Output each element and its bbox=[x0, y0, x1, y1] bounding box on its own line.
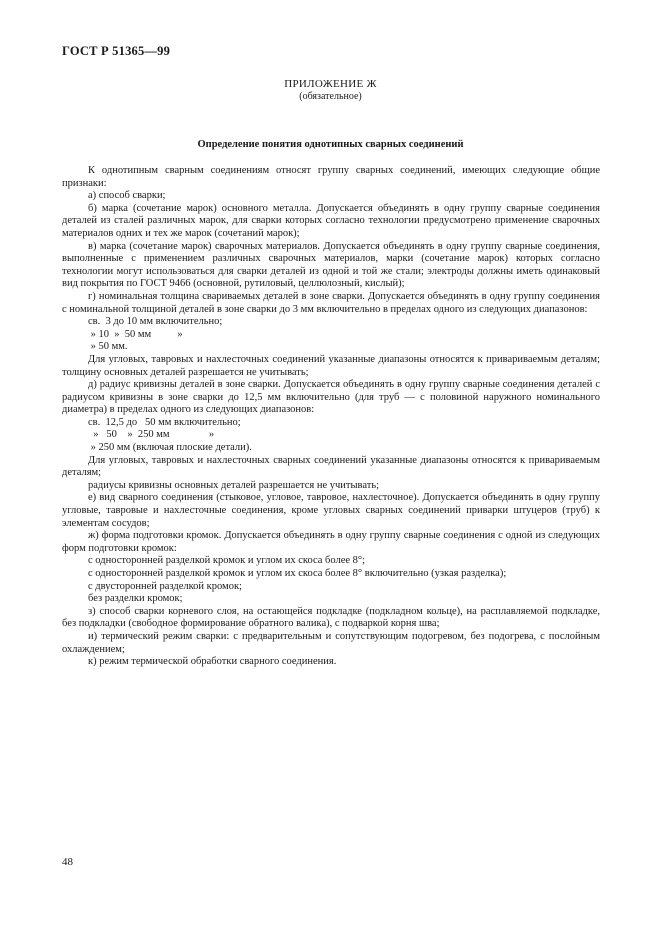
range-line: » 250 мм (включая плоские детали). bbox=[88, 442, 252, 454]
appendix-subtitle: (обязательное) bbox=[299, 91, 362, 102]
paragraph: К однотипным сварным соединениям относят группу сварных соединений, имеющих следующие общие признаки: bbox=[62, 165, 600, 189]
range-line: св. 3 до 10 мм включительно; bbox=[88, 316, 223, 328]
paragraph: б) марка (сочетание марок) основного металла. Допускается объединять в одну группу сварные соединения деталей из сталей различных марок, для сварки которых согласно технологии предусмотрено применение сварочных материалов одних и тех же марок (сочетаний марок); bbox=[62, 202, 600, 239]
paragraph: к) режим термической обработки сварного соединения. bbox=[88, 656, 337, 668]
paragraph: Для угловых, тавровых и нахлесточных соединений указанные диапазоны относятся к привариваемым деталям; толщину основных деталей разрешается не учитывать; bbox=[62, 353, 600, 378]
paragraph: в) марка (сочетание марок) сварочных материалов. Допускается объединять в одну группу сварные соединения, выполненные с применением различных сварочных материалов, марки (сочетание марок) которых согласно технологии могут использоваться для сварки деталей из одной и той же стали; электроды должны иметь одинаковый вид покрытия по ГОСТ 9466 (основной, рутиловый, целлюлозный, кислый); bbox=[62, 240, 600, 290]
paragraph: д) радиус кривизны деталей в зоне сварки. Допускается объединять в одну группу сварные соединения деталей с радиусом кривизны в зоне сварки до 12,5 мм включительно (для труб — с половиной наружного номинального диаметра) в пределах одного из следующих диапазонов: bbox=[62, 379, 600, 416]
paragraph: г) номинальная толщина свариваемых деталей в зоне сварки. Допускается объединять в одну группу соединения с номинальной толщиной деталей в зоне сварки до 3 мм включительно в пределах одного из следующих диапазонов: bbox=[62, 290, 600, 315]
paragraph: з) способ сварки корневого слоя, на остающейся подкладке (подкладном кольце), на расплавляемой подкладке, без подкладки (свободное формирование обратного валика), с подваркой корня шва; bbox=[62, 605, 600, 630]
appendix-title: ПРИЛОЖЕНИЕ Ж bbox=[284, 78, 377, 90]
range-line: св. 12,5 до 50 мм включительно; bbox=[88, 416, 241, 428]
range-line: » 10 » 50 мм » bbox=[88, 328, 183, 340]
document-header: ГОСТ Р 51365—99 bbox=[62, 44, 171, 58]
paragraph: радиусы кривизны основных деталей разрешается не учитывать; bbox=[88, 479, 380, 491]
range-line: » 50 мм. bbox=[88, 341, 128, 353]
paragraph: без разделки кромок; bbox=[88, 593, 183, 605]
document-body bbox=[62, 165, 600, 669]
section-title: Определение понятия однотипных сварных соединений bbox=[197, 139, 464, 150]
range-line: » 50 » 250 мм » bbox=[88, 429, 215, 441]
page-number: 48 bbox=[62, 856, 73, 868]
paragraph: с односторонней разделкой кромок и углом их скоса более 8° включительно (узкая разделка); bbox=[88, 568, 507, 579]
paragraph: а) способ сварки; bbox=[88, 190, 166, 202]
paragraph: ж) форма подготовки кромок. Допускается объединять в одну группу сварные соединения с одной из следующих форм подготовки кромок: bbox=[62, 530, 600, 554]
paragraph: Для угловых, тавровых и нахлесточных сварных соединений указанные диапазоны относятся к привариваемым деталям; bbox=[62, 454, 600, 479]
paragraph: и) термический режим сварки: с предварительным и сопутствующим подогревом, без подогрева, с послойным охлаждением; bbox=[62, 630, 600, 655]
paragraph: с односторонней разделкой кромок и углом их скоса более 8°; bbox=[88, 555, 366, 567]
paragraph: с двусторонней разделкой кромок; bbox=[88, 580, 242, 592]
paragraph: е) вид сварного соединения (стыковое, угловое, тавровое, нахлесточное). Допускается объединять в одну группу угловые, тавровые и нахлесточные соединения, кроме угловых сварных соединений приварки штуцеров (труб) к элементам сосудов; bbox=[62, 492, 600, 529]
